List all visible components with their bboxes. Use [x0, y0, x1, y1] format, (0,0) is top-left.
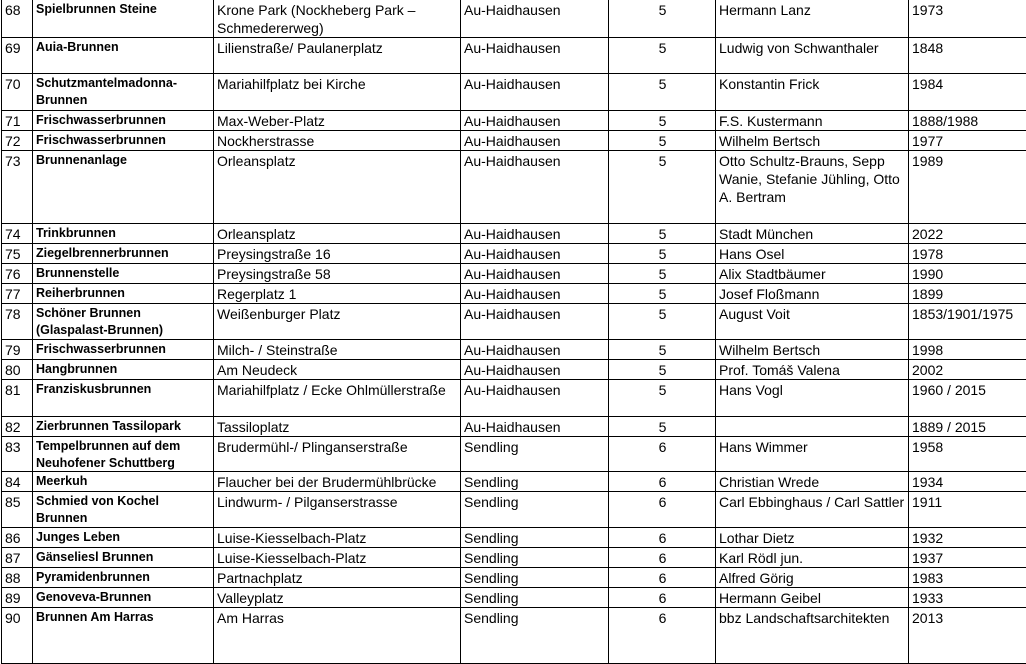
location: Luise-Kiesselbach-Platz: [214, 528, 461, 548]
district-number: 5: [609, 340, 716, 360]
district-number: 5: [609, 244, 716, 264]
row-number: 77: [2, 284, 33, 304]
year: 2002: [909, 360, 1026, 380]
table-row: [2, 131, 1026, 151]
row-number: 79: [2, 340, 33, 360]
fountain-name: Ziegelbrennerbrunnen: [33, 244, 214, 264]
row-number: 78: [2, 304, 33, 340]
year: 1848: [909, 38, 1026, 74]
row-number: 70: [2, 74, 33, 111]
row-number: 82: [2, 417, 33, 437]
year: 1989: [909, 151, 1026, 224]
district: Sendling: [461, 437, 609, 472]
artist: Hans Wimmer: [716, 437, 909, 472]
district-number: 5: [609, 151, 716, 224]
artist: August Voit: [716, 304, 909, 340]
location: Brudermühl-/ Plinganserstraße: [214, 437, 461, 472]
fountain-table: [1, 0, 1026, 664]
artist: Otto Schultz-Brauns, Sepp Wanie, Stefanie Jühling, Otto A. Bertram: [716, 151, 909, 224]
location: Am Harras: [214, 608, 461, 664]
year: 1888/1988: [909, 111, 1026, 131]
fountain-name: Frischwasserbrunnen: [33, 111, 214, 131]
year: 1978: [909, 244, 1026, 264]
artist: Hermann Lanz: [716, 0, 909, 38]
year: 1960 / 2015: [909, 380, 1026, 417]
row-number: 88: [2, 568, 33, 588]
fountain-name: Brunnen Am Harras: [33, 608, 214, 664]
row-number: 74: [2, 224, 33, 244]
district: Sendling: [461, 548, 609, 568]
district-number: 5: [609, 38, 716, 74]
district: Sendling: [461, 568, 609, 588]
row-number: 86: [2, 528, 33, 548]
table-row: [2, 548, 1026, 568]
district-number: 6: [609, 608, 716, 664]
district: Au-Haidhausen: [461, 224, 609, 244]
artist: Wilhelm Bertsch: [716, 131, 909, 151]
location: Lindwurm- / Pilganserstrasse: [214, 492, 461, 528]
location: Nockherstrasse: [214, 131, 461, 151]
row-number: 80: [2, 360, 33, 380]
year: 1853/1901/1975: [909, 304, 1026, 340]
district-number: 6: [609, 492, 716, 528]
district: Sendling: [461, 492, 609, 528]
artist: Lothar Dietz: [716, 528, 909, 548]
table-row: [2, 0, 1026, 38]
district-number: 6: [609, 568, 716, 588]
table-row: [2, 360, 1026, 380]
district-number: 6: [609, 472, 716, 492]
artist: Konstantin Frick: [716, 74, 909, 111]
table-row: [2, 472, 1026, 492]
artist: [716, 417, 909, 437]
year: 1973: [909, 0, 1026, 38]
district: Au-Haidhausen: [461, 284, 609, 304]
year: 2022: [909, 224, 1026, 244]
artist: Josef Floßmann: [716, 284, 909, 304]
fountain-name: Pyramidenbrunnen: [33, 568, 214, 588]
artist: Carl Ebbinghaus / Carl Sattler: [716, 492, 909, 528]
location: Orleansplatz: [214, 151, 461, 224]
location: Lilienstraße/ Paulanerplatz: [214, 38, 461, 74]
location: Orleansplatz: [214, 224, 461, 244]
row-number: 90: [2, 608, 33, 664]
artist: Hermann Geibel: [716, 588, 909, 608]
table-row: [2, 437, 1026, 472]
fountain-name: Schmied von Kochel Brunnen: [33, 492, 214, 528]
year: 1933: [909, 588, 1026, 608]
row-number: 68: [2, 0, 33, 38]
year: 1932: [909, 528, 1026, 548]
artist: Ludwig von Schwanthaler: [716, 38, 909, 74]
artist: Stadt München: [716, 224, 909, 244]
location: Preysingstraße 16: [214, 244, 461, 264]
district-number: 5: [609, 264, 716, 284]
district: Au-Haidhausen: [461, 304, 609, 340]
fountain-name: Tempelbrunnen auf dem Neuhofener Schuttberg: [33, 437, 214, 472]
fountain-name: Trinkbrunnen: [33, 224, 214, 244]
fountain-table-body: [2, 0, 1026, 664]
artist: Christian Wrede: [716, 472, 909, 492]
table-row: [2, 224, 1026, 244]
location: Milch- / Steinstraße: [214, 340, 461, 360]
fountain-name: Schutzmantelmadonna-Brunnen: [33, 74, 214, 111]
district: Sendling: [461, 588, 609, 608]
artist: Hans Osel: [716, 244, 909, 264]
district-number: 6: [609, 437, 716, 472]
district: Au-Haidhausen: [461, 151, 609, 224]
location: Am Neudeck: [214, 360, 461, 380]
district-number: 6: [609, 588, 716, 608]
fountain-name: Genoveva-Brunnen: [33, 588, 214, 608]
row-number: 72: [2, 131, 33, 151]
row-number: 84: [2, 472, 33, 492]
table-row: [2, 380, 1026, 417]
artist: F.S. Kustermann: [716, 111, 909, 131]
district: Au-Haidhausen: [461, 380, 609, 417]
district-number: 5: [609, 224, 716, 244]
fountain-name: Junges Leben: [33, 528, 214, 548]
district: Au-Haidhausen: [461, 111, 609, 131]
location: Weißenburger Platz: [214, 304, 461, 340]
district: Au-Haidhausen: [461, 360, 609, 380]
table-row: [2, 244, 1026, 264]
district: Au-Haidhausen: [461, 0, 609, 38]
district-number: 6: [609, 548, 716, 568]
table-row: [2, 492, 1026, 528]
location: Max-Weber-Platz: [214, 111, 461, 131]
fountain-name: Gänseliesl Brunnen: [33, 548, 214, 568]
district-number: 5: [609, 304, 716, 340]
fountain-name: Auia-Brunnen: [33, 38, 214, 74]
year: 2013: [909, 608, 1026, 664]
table-row: [2, 588, 1026, 608]
table-row: [2, 151, 1026, 224]
table-row: [2, 304, 1026, 340]
table-row: [2, 38, 1026, 74]
table-row: [2, 284, 1026, 304]
location: Tassiloplatz: [214, 417, 461, 437]
table-row: [2, 568, 1026, 588]
district-number: 6: [609, 528, 716, 548]
row-number: 73: [2, 151, 33, 224]
row-number: 87: [2, 548, 33, 568]
district-number: 5: [609, 111, 716, 131]
table-row: [2, 528, 1026, 548]
location: Preysingstraße 58: [214, 264, 461, 284]
row-number: 75: [2, 244, 33, 264]
district-number: 5: [609, 74, 716, 111]
district: Sendling: [461, 528, 609, 548]
fountain-name: Brunnenstelle: [33, 264, 214, 284]
location: Krone Park (Nockheberg Park – Schmedererweg): [214, 0, 461, 38]
table-row: [2, 74, 1026, 111]
artist: bbz Landschaftsarchitekten: [716, 608, 909, 664]
district: Sendling: [461, 608, 609, 664]
year: 1958: [909, 437, 1026, 472]
district-number: 5: [609, 0, 716, 38]
table-row: [2, 340, 1026, 360]
location: Mariahilfplatz bei Kirche: [214, 74, 461, 111]
fountain-name: Frischwasserbrunnen: [33, 340, 214, 360]
location: Flaucher bei der Brudermühlbrücke: [214, 472, 461, 492]
fountain-name: Spielbrunnen Steine: [33, 0, 214, 38]
district: Au-Haidhausen: [461, 340, 609, 360]
row-number: 89: [2, 588, 33, 608]
year: 1983: [909, 568, 1026, 588]
table-row: [2, 417, 1026, 437]
artist: Wilhelm Bertsch: [716, 340, 909, 360]
artist: Alix Stadtbäumer: [716, 264, 909, 284]
location: Luise-Kiesselbach-Platz: [214, 548, 461, 568]
location: Regerplatz 1: [214, 284, 461, 304]
artist: Hans Vogl: [716, 380, 909, 417]
year: 1889 / 2015: [909, 417, 1026, 437]
district: Sendling: [461, 472, 609, 492]
district-number: 5: [609, 131, 716, 151]
artist: Alfred Görig: [716, 568, 909, 588]
table-row: [2, 111, 1026, 131]
district: Au-Haidhausen: [461, 264, 609, 284]
district: Au-Haidhausen: [461, 131, 609, 151]
row-number: 83: [2, 437, 33, 472]
row-number: 81: [2, 380, 33, 417]
year: 1998: [909, 340, 1026, 360]
fountain-name: Schöner Brunnen (Glaspalast-Brunnen): [33, 304, 214, 340]
location: Mariahilfplatz / Ecke Ohlmüllerstraße: [214, 380, 461, 417]
row-number: 71: [2, 111, 33, 131]
district: Au-Haidhausen: [461, 74, 609, 111]
fountain-name: Brunnenanlage: [33, 151, 214, 224]
fountain-name: Hangbrunnen: [33, 360, 214, 380]
year: 1937: [909, 548, 1026, 568]
fountain-name: Franziskusbrunnen: [33, 380, 214, 417]
year: 1990: [909, 264, 1026, 284]
fountain-name: Frischwasserbrunnen: [33, 131, 214, 151]
table-row: [2, 264, 1026, 284]
year: 1984: [909, 74, 1026, 111]
row-number: 76: [2, 264, 33, 284]
year: 1911: [909, 492, 1026, 528]
fountain-name: Meerkuh: [33, 472, 214, 492]
district-number: 5: [609, 360, 716, 380]
year: 1977: [909, 131, 1026, 151]
district-number: 5: [609, 417, 716, 437]
location: Partnachplatz: [214, 568, 461, 588]
year: 1899: [909, 284, 1026, 304]
district-number: 5: [609, 284, 716, 304]
district: Au-Haidhausen: [461, 38, 609, 74]
year: 1934: [909, 472, 1026, 492]
location: Valleyplatz: [214, 588, 461, 608]
district-number: 5: [609, 380, 716, 417]
artist: Prof. Tomáš Valena: [716, 360, 909, 380]
district: Au-Haidhausen: [461, 417, 609, 437]
artist: Karl Rödl jun.: [716, 548, 909, 568]
fountain-name: Reiherbrunnen: [33, 284, 214, 304]
district: Au-Haidhausen: [461, 244, 609, 264]
row-number: 69: [2, 38, 33, 74]
row-number: 85: [2, 492, 33, 528]
fountain-name: Zierbrunnen Tassilopark: [33, 417, 214, 437]
